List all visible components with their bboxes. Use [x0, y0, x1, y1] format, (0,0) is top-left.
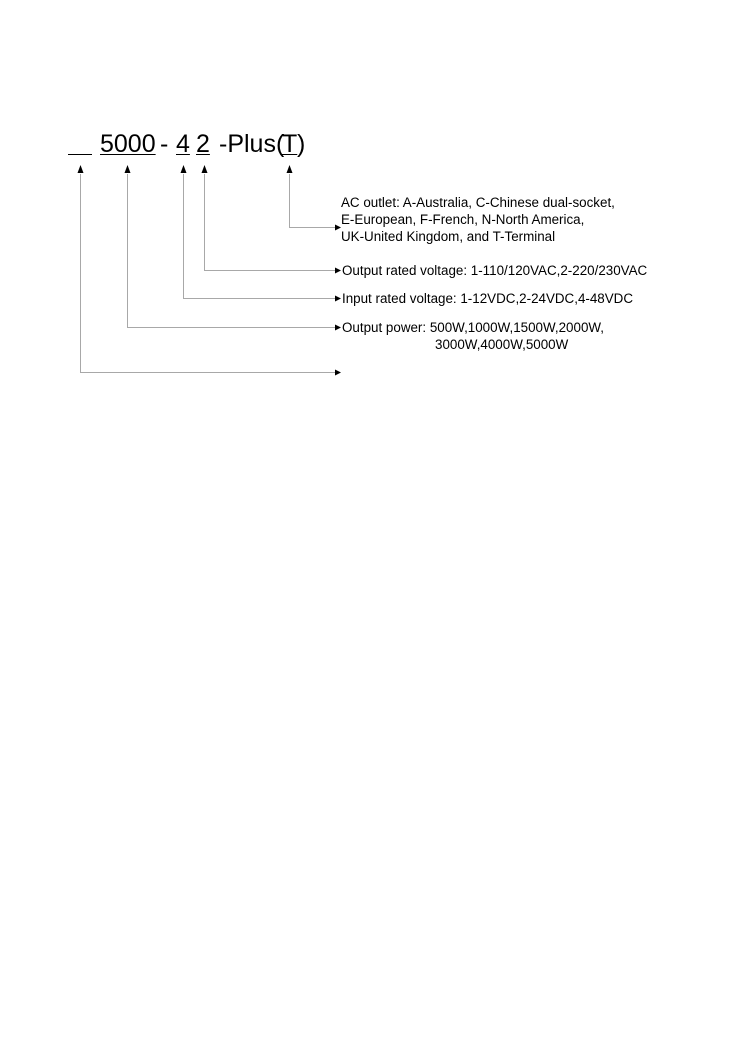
arrow-right-input-voltage	[335, 296, 341, 302]
leader-output-power	[128, 174, 336, 328]
leader-output-voltage	[205, 174, 336, 271]
arrow-up-input-voltage	[181, 165, 187, 173]
leader-outlet	[290, 174, 336, 228]
arrow-right-series	[335, 370, 341, 376]
label-input-rated-voltage: Input rated voltage: 1-12VDC,2-24VDC,4-48VDC	[342, 291, 634, 306]
code-plus: -Plus(	[219, 130, 285, 158]
label-ac-outlet-line3: UK-United Kingdom, and T-Terminal	[341, 229, 556, 244]
arrow-up-series	[78, 165, 84, 173]
leader-series	[81, 174, 336, 373]
arrow-up-output-voltage	[202, 165, 208, 173]
arrow-up-output-power	[125, 165, 131, 173]
code-outlet: T	[282, 130, 298, 158]
code-power: 5000	[100, 130, 156, 158]
leader-input-voltage	[184, 174, 336, 299]
code-output-voltage: 2	[196, 130, 210, 158]
arrow-right-output-voltage	[335, 268, 341, 274]
arrow-up-outlet	[287, 165, 293, 173]
label-ac-outlet-line1: AC outlet: A-Australia, C-Chinese dual-socket,	[341, 195, 615, 210]
label-output-power-line2: 3000W,4000W,5000W	[435, 337, 569, 352]
arrow-right-output-power	[335, 325, 341, 331]
code-separator: -	[160, 130, 169, 158]
code-close: )	[297, 130, 306, 158]
label-output-power-line1: Output power: 500W,1000W,1500W,2000W,	[342, 320, 605, 335]
label-output-rated-voltage: Output rated voltage: 1-110/120VAC,2-220/230VAC	[342, 263, 648, 278]
code-input-voltage: 4	[176, 130, 190, 158]
label-ac-outlet-line2: E-European, F-French, N-North America,	[341, 212, 585, 227]
